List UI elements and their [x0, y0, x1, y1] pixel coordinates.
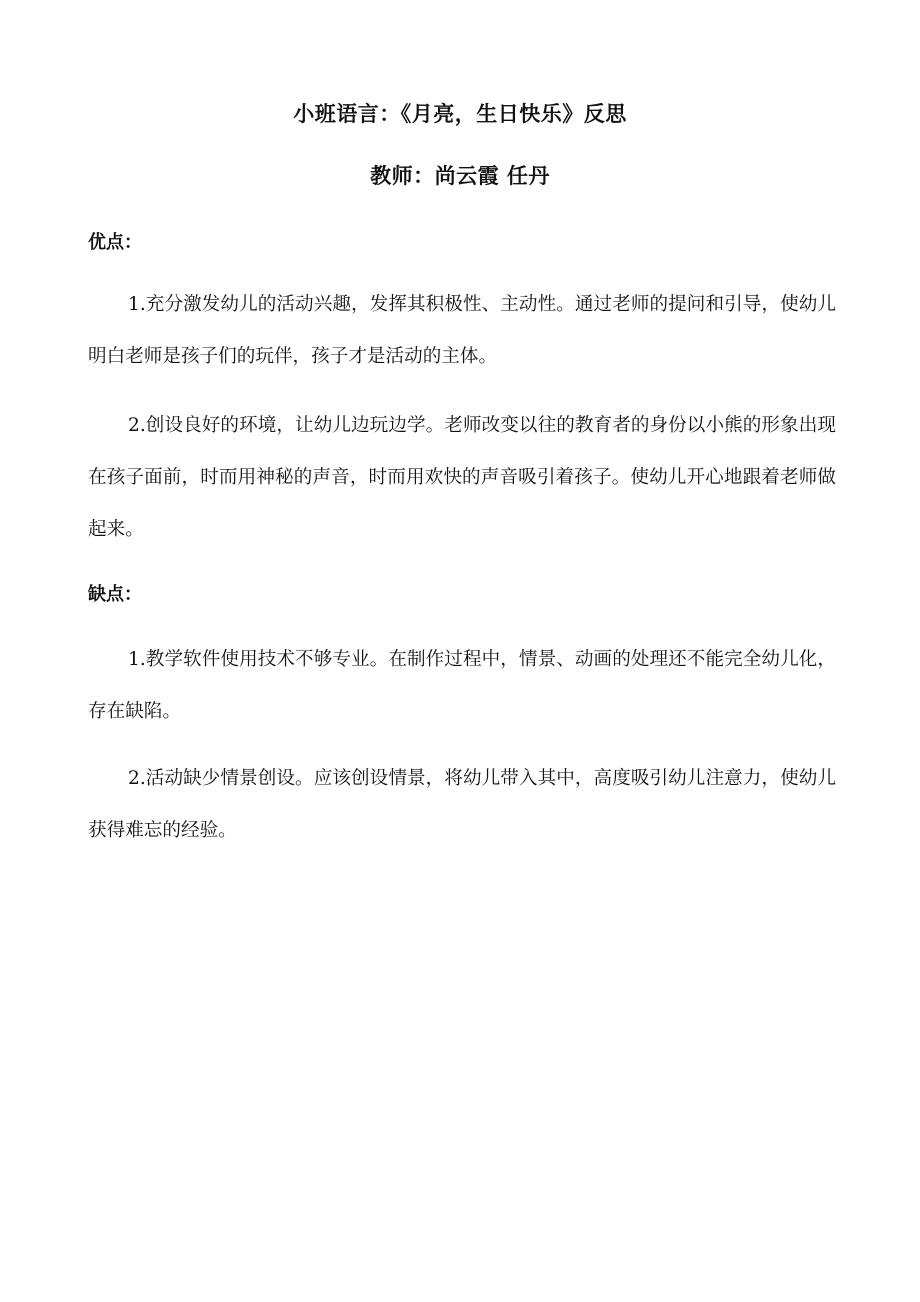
strength-paragraph-2: 2.创设良好的环境，让幼儿边玩边学。老师改变以往的教育者的身份以小熊的形象出现在孩子面前，时而用神秘的声音，时而用欢快的声音吸引着孩子。使幼儿开心地跟着老师做起来。 — [88, 415, 836, 540]
section-heading-strengths: 优点： — [88, 232, 142, 253]
strength-paragraph-1: 1.充分激发幼儿的活动兴趣，发挥其积极性、主动性。通过老师的提问和引导，使幼儿明白老师是孩子们的玩伴，孩子才是活动的主体。 — [88, 294, 836, 367]
weakness-paragraph-2: 2.活动缺少情景创设。应该创设情景，将幼儿带入其中，高度吸引幼儿注意力，使幼儿获得难忘的经验。 — [88, 768, 836, 841]
teacher-line: 教师：尚云霞 任丹 — [370, 164, 550, 188]
document-title: 小班语言：《月亮，生日快乐》反思 — [293, 102, 627, 126]
weakness-paragraph-1: 1.教学软件使用技术不够专业。在制作过程中，情景、动画的处理还不能完全幼儿化，存在缺陷。 — [88, 649, 836, 722]
section-heading-weaknesses: 缺点： — [88, 584, 142, 605]
